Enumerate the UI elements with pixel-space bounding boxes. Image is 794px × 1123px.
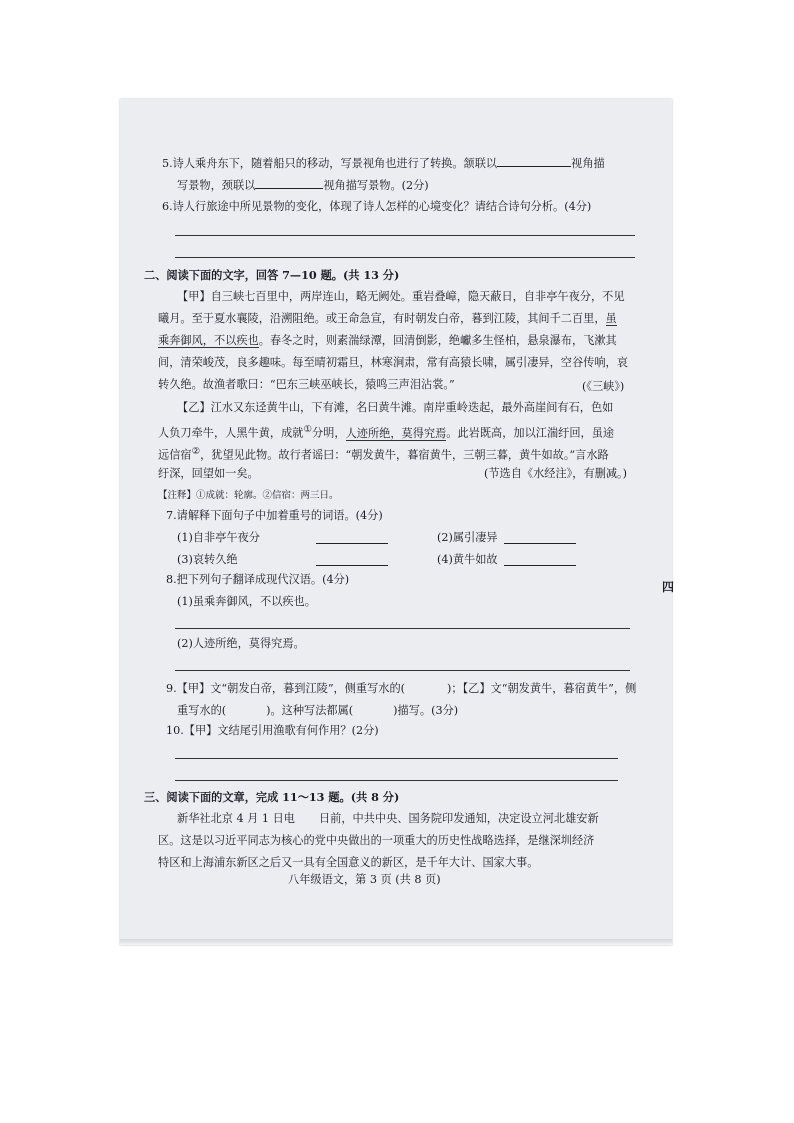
q9-line-1: 9.【甲】文“朝发白帝，暮到江陵”，侧重写水的( )；【乙】文“朝发黄牛，暮宿黄牛”，侧: [166, 682, 637, 695]
article-line-1: 新华社北京 4 月 1 日电 日前，中共中央、国务院印发通知，决定设立河北雄安新: [177, 812, 599, 825]
q8-sentence-1: (1)虽乘奔御风，不以疾也。: [177, 595, 316, 608]
q9-line-2: 重写水的( )。这种写法都属( )描写。(3分): [177, 704, 459, 717]
q8-sentence-2: (2)人迹所绝，莫得究焉。: [177, 637, 305, 650]
q10-question: 10.【甲】文结尾引用渔歌有何作用？(2分): [166, 724, 379, 737]
answer-line[interactable]: [175, 780, 618, 781]
q7-item-2: (2)属引凄异: [437, 531, 498, 544]
q6-question: 6.诗人行旅途中所见景物的变化，体现了诗人怎样的心境变化？请结合诗句分析。(4分): [162, 200, 592, 213]
jia-line-3: 乘奔御风，不以疾也。春冬之时，则素湍绿潭，回清倒影，绝巘多生怪柏，悬泉瀑布，飞漱其: [158, 334, 617, 347]
q5-line2: 写景物，颈联以 视角描写景物。(2分): [177, 179, 429, 192]
section-3-heading: 三、阅读下面的文章，完成 11～13 题。(共 8 分): [144, 790, 400, 804]
page-edge-shadow: [120, 939, 672, 945]
yi-line-2: 人负刀牵牛，人黑牛黄，成就①分明，人迹所绝，莫得究焉。此岩既高，加以江湍纡回，虽途: [158, 424, 615, 440]
q7-title: 7.请解释下面句子中加着重号的词语。(4分): [166, 509, 383, 522]
answer-blank[interactable]: [316, 554, 388, 566]
jia-line-2: 曦月。至于夏水襄陵，沿溯阻绝。或王命急宣，有时朝发白帝，暮到江陵，其间千二百里，虽: [158, 312, 617, 325]
yi-line-3: 远信宿②，犹望见此物。故行者谣曰：“朝发黄牛，暮宿黄牛，三朝三暮，黄牛如故。”言水路: [158, 446, 609, 462]
q7-item-3: (3)哀转久绝: [177, 553, 238, 566]
jia-line-1: 【甲】自三峡七百里中，两岸连山，略无阙处。重岩叠嶂，隐天蔽日，自非亭午夜分，不见: [177, 290, 625, 303]
answer-line[interactable]: [175, 235, 635, 236]
article-line-3: 特区和上海浦东新区之后又一具有全国意义的新区，是千年大计、国家大事。: [158, 856, 539, 869]
yi-line-1: 【乙】江水又东迳黄牛山，下有滩，名曰黄牛滩。南岸重岭迭起，最外高崖间有石，色如: [177, 401, 614, 414]
answer-line[interactable]: [175, 257, 635, 258]
q5-line1: 5.诗人乘舟东下，随着船只的移动，写景视角也进行了转换。颔联以 视角描: [162, 157, 605, 170]
page-footer: 八年级语文，第 3 页 (共 8 页): [288, 873, 441, 886]
exam-page: [120, 99, 675, 945]
answer-blank[interactable]: [316, 532, 388, 544]
q7-item-4: (4)黄牛如故: [437, 553, 498, 566]
jia-source: (《三峡》): [582, 380, 625, 393]
yi-source: (节选自《水经注》，有删减。): [484, 467, 627, 480]
article-line-2: 区。这是以习近平同志为核心的党中央做出的一项重大的历史性战略选择，是继深圳经济: [158, 834, 595, 847]
answer-line[interactable]: [175, 758, 618, 759]
q7-item-1: (1)自非亭午夜分: [177, 531, 260, 544]
answer-line[interactable]: [175, 670, 630, 671]
annotation-note: 【注释】①成就：轮廓。②信宿：两三日。: [158, 490, 339, 501]
jia-line-5: 转久绝。故渔者歌曰：“巴东三峡巫峡长，猿鸣三声泪沾裳。”: [158, 378, 455, 391]
answer-blank[interactable]: [497, 155, 571, 167]
jia-line-4: 间，清荣峻茂，良多趣味。每至晴初霜旦，林寒涧肃，常有高猿长啸，属引凄异，空谷传响，哀: [158, 356, 628, 369]
answer-blank[interactable]: [255, 177, 323, 189]
answer-line[interactable]: [175, 628, 630, 629]
answer-blank[interactable]: [504, 532, 576, 544]
answer-blank[interactable]: [504, 554, 576, 566]
section-2-heading: 二、阅读下面的文字，回答 7—10 题。(共 13 分): [144, 268, 400, 282]
side-page-fragment: 四: [662, 580, 675, 594]
yi-line-4: 纡深，回望如一矣。: [158, 467, 259, 480]
q8-title: 8.把下列句子翻译成现代汉语。(4分): [166, 573, 350, 586]
